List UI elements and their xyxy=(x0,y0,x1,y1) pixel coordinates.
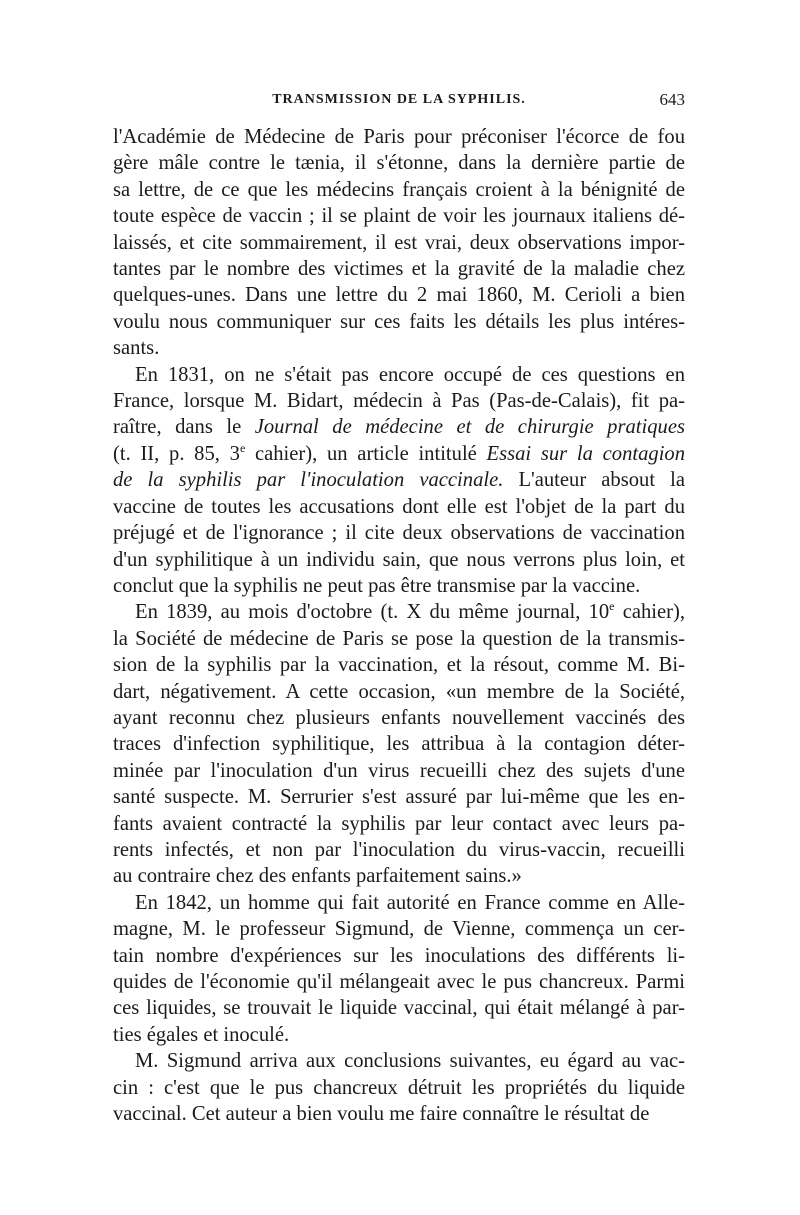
text-line: l'Académie de Médecine de Paris pour préconiser l'écorce de fou xyxy=(113,126,685,148)
page-number: 643 xyxy=(659,90,685,109)
text-run: tain nombre d'expériences sur les inoculations des différents li- xyxy=(113,944,685,967)
text-line xyxy=(113,1022,685,1048)
text-run: cin : c'est que le pus chancreux détruit les propriétés du liquide xyxy=(113,1076,685,1099)
text-line xyxy=(113,1075,685,1101)
text-run: vaccinal. Cet auteur a bien voulu me faire connaître le résultat de xyxy=(113,1103,650,1126)
text-line: quelques-unes. Dans une lettre du 2 mai 1860, M. Cerioli a bien xyxy=(113,284,685,307)
text-run: ayant reconnu chez plusieurs enfants nouvellement vaccinés des xyxy=(113,706,685,729)
text-line xyxy=(113,784,685,810)
text-run: raître, dans le xyxy=(113,416,255,439)
text-line xyxy=(113,414,685,440)
text-line xyxy=(113,943,685,969)
text-line xyxy=(113,467,685,493)
text-run: quides de l'économie qu'il mélangeait avec le pus chancreux. Parmi xyxy=(113,971,685,993)
superscript: e xyxy=(239,441,246,456)
text-line: laissés, et cite sommairement, il est vrai, deux observations impor- xyxy=(113,231,685,254)
running-title: TRANSMISSION DE LA SYPHILIS. xyxy=(272,92,526,107)
paragraph-5 xyxy=(113,1048,685,1127)
text-run: minée par l'inoculation d'un virus recueilli chez des sujets d'une xyxy=(113,759,685,782)
text-line xyxy=(113,626,685,652)
text-run: sion de la syphilis par la vaccination, et la résout, comme M. Bi- xyxy=(113,654,685,677)
text-line xyxy=(113,1048,685,1074)
text-run: ces liquides, se trouvait le liquide vaccinal, qui était mélangé à par- xyxy=(113,997,685,1020)
page-header xyxy=(113,92,685,124)
text-line: gère mâle contre le tænia, il s'étonne, dans la dernière partie de xyxy=(113,152,685,175)
text-line xyxy=(113,705,685,731)
text-line xyxy=(113,995,685,1021)
text-run: En 1831, on ne s'était pas encore occupé de ces questions en xyxy=(135,363,685,386)
italic-text: de la syphilis par l'inoculation vaccinale. xyxy=(113,469,504,492)
text-line: voulu nous communiquer sur ces faits les détails les plus intéres- xyxy=(113,310,685,333)
text-run: préjugé et de l'ignorance ; il cite deux observations de vaccination xyxy=(113,522,685,545)
text-line xyxy=(113,441,685,467)
text-line: sa lettre, de ce que les médecins français croient à la bénignité de xyxy=(113,178,685,201)
text-run: rents infectés, et non par l'inoculation du virus-vaccin, recueilli xyxy=(113,838,685,861)
text-run: la Société de médecine de Paris se pose la question de la transmis- xyxy=(113,627,685,650)
text-line xyxy=(113,573,685,599)
italic-text: Essai sur la contagion xyxy=(486,442,686,465)
text-run: M. Sigmund arriva aux conclusions suivantes, eu égard au vac- xyxy=(135,1050,685,1073)
text-line xyxy=(113,837,685,863)
text-run: conclut que la syphilis ne peut pas être transmise par la vaccine. xyxy=(113,574,641,597)
text-line: toute espèce de vaccin ; il se plaint de voir les journaux italiens dé- xyxy=(113,205,685,228)
text-line xyxy=(113,890,685,916)
text-line xyxy=(113,388,685,414)
text-run: L'auteur absout la xyxy=(503,469,685,492)
paragraph-3 xyxy=(113,599,685,889)
text-line xyxy=(113,679,685,705)
book-page xyxy=(113,92,685,1127)
text-run: traces d'infection syphilitique, les attribua à la contagion déter- xyxy=(113,733,685,756)
text-run: En 1839, au mois d'octobre (t. X du même journal, 10 xyxy=(135,601,610,624)
text-line xyxy=(113,652,685,678)
text-run: au contraire chez des enfants parfaitement sains.» xyxy=(113,865,522,888)
paragraph-4 xyxy=(113,890,685,1048)
text-line xyxy=(113,731,685,757)
text-run: santé suspecte. M. Serrurier s'est assuré par lui-même que les en- xyxy=(113,786,685,809)
text-line xyxy=(113,863,685,889)
text-line xyxy=(113,362,685,388)
text-line xyxy=(113,547,685,573)
text-run: cahier), un article intitulé xyxy=(245,442,487,465)
paragraph-2 xyxy=(113,362,685,600)
text-run: dart, négativement. A cette occasion, «un membre de la Société, xyxy=(113,680,685,703)
text-line xyxy=(113,599,685,625)
text-line: tantes par le nombre des victimes et la gravité de la maladie chez xyxy=(113,258,685,281)
text-line xyxy=(113,520,685,546)
italic-text: Journal de médecine et de chirurgie pratiques xyxy=(254,416,685,439)
text-run: magne, M. le professeur Sigmund, de Vienne, commença un cer- xyxy=(113,918,685,941)
text-run: fants avaient contracté la syphilis par leur contact avec leurs pa- xyxy=(113,812,685,835)
text-line xyxy=(113,1101,685,1127)
text-run: ties égales et inoculé. xyxy=(113,1023,290,1046)
paragraph-1 xyxy=(113,124,685,362)
text-line xyxy=(113,811,685,837)
text-line: sants. xyxy=(113,337,160,360)
body-text xyxy=(113,124,685,1127)
superscript: e xyxy=(609,599,615,614)
text-run: cahier), xyxy=(614,601,685,624)
text-line xyxy=(113,969,685,995)
text-run: France, lorsque M. Bidart, médecin à Pas (Pas-de-Calais), fit pa- xyxy=(113,390,685,413)
text-line xyxy=(113,916,685,942)
text-line xyxy=(113,494,685,520)
text-run: vaccine de toutes les accusations dont elle est l'objet de la part du xyxy=(113,495,685,518)
text-line xyxy=(113,758,685,784)
text-run: (t. II, p. 85, 3 xyxy=(113,442,240,465)
text-run: En 1842, un homme qui fait autorité en France comme en Alle- xyxy=(135,891,685,914)
text-run: d'un syphilitique à un individu sain, que nous verrons plus loin, et xyxy=(113,548,685,571)
